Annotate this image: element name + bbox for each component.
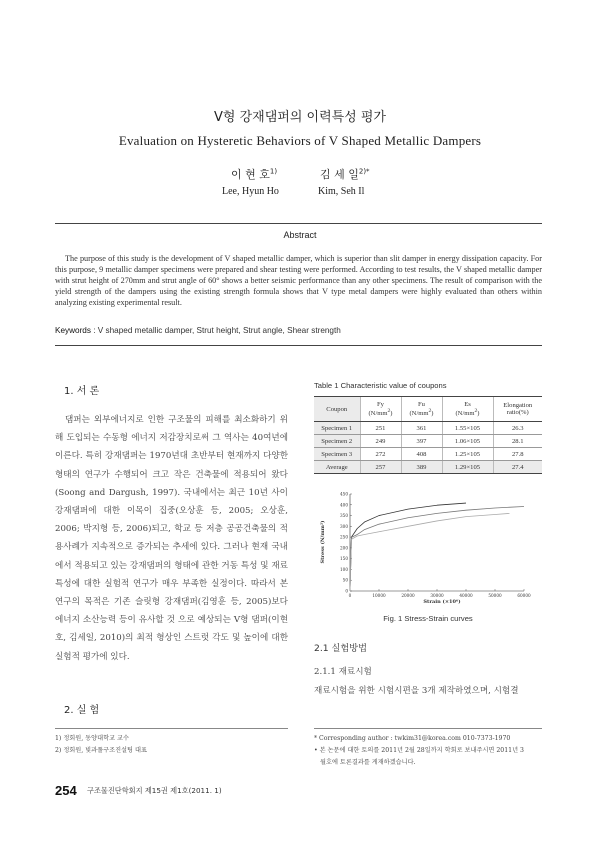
footnote-rule-left: [55, 728, 288, 729]
page-number: 254: [55, 783, 77, 798]
footnotes-right: [314, 733, 546, 769]
chart-y-tick-label: 400: [340, 502, 348, 508]
table-cell: 408: [401, 448, 442, 461]
abstract-bottom-rule: [55, 345, 542, 346]
chart-y-axis-label: Stress (N/mm²): [320, 520, 326, 564]
table-cell: 361: [401, 422, 442, 435]
table-header-cell: Es $(N/mm^2)$: [442, 397, 493, 422]
chart-y-tick-label: 350: [340, 513, 348, 519]
chart-x-tick-label: 40000: [459, 593, 473, 598]
chart-x-tick-label: 30000: [430, 593, 444, 598]
table-row: [314, 448, 542, 461]
table-cell: 27.8: [493, 448, 542, 461]
table-header-cell: Coupon: [314, 397, 360, 422]
paper-title-english: Evaluation on Hysteretic Behaviors of V Shaped Metallic Dampers: [118, 133, 482, 148]
abstract-text: The purpose of this study is the development of V shaped metallic damper, which is superior than slit damper in energy dissipation capacity. For this purpose, 9 metallic damper specimens were prepared and shear testing were performed. According to test results, the V shaped metallic damper with strut height of 270mm and strut angle of 60° shows a better seismic performance than any other specimens. The result of comparison with the yield strength of the dampers using the existing strength formula shows that V type metal dampers were highly evaluated than others within analyzing existing experimental result.: [55, 254, 542, 307]
table-cell: 28.1: [493, 435, 542, 448]
table-cell: 1.06×105: [442, 435, 493, 448]
table-row: [314, 422, 542, 435]
abstract-heading: Abstract: [283, 230, 317, 240]
table-cell: Specimen 3: [314, 448, 360, 461]
chart-y-tick-label: 300: [340, 523, 348, 529]
paper-title-korean: V형 강재댐퍼의 이력특성 평가: [214, 110, 386, 125]
author-2-english: Kim, Seh Il: [318, 186, 365, 197]
chart-series-line-2: [350, 507, 524, 592]
chart-y-tick-label: 100: [340, 566, 348, 572]
author-2-korean: 김 세 일$^{2)*}$: [320, 167, 370, 181]
table-cell: 272: [360, 448, 401, 461]
table-cell: 251: [360, 422, 401, 435]
table-header-cell: Fu $(N/mm^2)$: [401, 397, 442, 422]
coupon-table: [314, 396, 542, 474]
section-2-1-1-body: 재료시험을 위한 시험시편을 3개 제작하였으며, 시험결: [314, 686, 519, 696]
table-row: [314, 435, 542, 448]
table-cell: 1.25×105: [442, 448, 493, 461]
figure-caption: Fig. 1 Stress-Strain curves: [383, 614, 473, 623]
table-caption: Table 1 Characteristic value of coupons: [314, 381, 447, 390]
table-cell: 389: [401, 461, 442, 474]
footnote: • 본 논문에 대한 토의를 2011년 2월 28일까지 학회로 보내주시면 2011년 3: [314, 747, 524, 754]
section-2-1-1-heading: 2.1.1 재료시험: [314, 667, 372, 677]
chart-x-tick-label: 0: [348, 593, 352, 598]
table-cell: 1.55×105: [442, 422, 493, 435]
chart-y-tick-label: 450: [340, 491, 348, 497]
chart-x-tick-label: 50000: [488, 593, 502, 598]
footnote: 월호에 토론결과를 게재하겠습니다.: [320, 759, 416, 766]
table-header-cell: Fy $(N/mm^2)$: [360, 397, 401, 422]
chart-y-tick-label: 250: [340, 534, 348, 540]
table-cell: 397: [401, 435, 442, 448]
keywords: Keywords : V shaped metallic damper, Strut height, Strut angle, Shear strength: [55, 326, 341, 335]
footnote: * Corresponding author : twkim31@korea.com 010-7373-1970: [314, 735, 511, 742]
chart-x-tick-label: 60000: [517, 593, 531, 598]
chart-y-tick-label: 0: [345, 588, 348, 594]
chart-x-tick-label: 10000: [372, 593, 386, 598]
table-header-row: [314, 397, 542, 422]
stress-strain-chart: [318, 486, 534, 606]
journal-info: 구조물진단학회지 제15권 제1호(2011. 1): [87, 786, 222, 795]
chart-series-line-3: [350, 513, 510, 591]
table-row-average: [314, 461, 542, 474]
author-1-english: Lee, Hyun Ho: [222, 186, 279, 197]
chart-series-line-1: [350, 503, 466, 591]
table-cell: 26.3: [493, 422, 542, 435]
section-1-body: 댐퍼는 외부에너지로 인한 구조물의 피해를 최소화하기 위해 도입되는 수동형 에너지 저감장치로써 그 역사는 40여년에 이른다. 특히 강재댐퍼는 1970년대 초반부터 현재까지 다양한 형태의 연구가 수행되어 크고 작은 건축물에 적용되어 왔다(Soong and Dargush, 1997). 국내에서는 최근 10년 사이 강재댐퍼에 대한 이목이 집중(오상훈 등, 2005; 오상훈, 2006; 박지형 등, 2006)되고, 학교 등 저층 공공건축물의 적용사례가 지속적으로 증가되는 추세에 있다. 그러나 현재 국내에서 적용되고 있는 강재댐퍼의 형태에 관한 거동 특성 및 재료 특성에 대한 실험적 연구가 매우 부족한 실정이다. 따라서 본 연구의 목적은 기존 슬릿형 강재댐퍼(김영훈 등, 2005)보다 에너지 소산능력 등이 유사할 것 으로 예상되는 V형 댐퍼(이현호, 김세일, 2010)의 최적 형상인 스트럿 각도 및 높이에 대한 실험적 평가에 있다.: [55, 415, 288, 662]
chart-y-tick-label: 200: [340, 545, 348, 551]
section-2-1-heading: 2.1 실험방법: [314, 643, 368, 654]
footnote: 1) 정회원, 동양대학교 교수: [55, 735, 129, 742]
chart-y-tick-label: 50: [342, 577, 348, 583]
table-cell: 249: [360, 435, 401, 448]
table-cell: 27.4: [493, 461, 542, 474]
table-cell: 1.29×105: [442, 461, 493, 474]
section-1-heading: 1. 서 론: [64, 386, 100, 397]
chart-x-axis-label: Strain (×10⁶): [423, 599, 461, 605]
table-cell: Average: [314, 461, 360, 474]
table-header-cell: Elongation ratio(%): [493, 397, 542, 422]
table-cell: 257: [360, 461, 401, 474]
table-cell: Specimen 2: [314, 435, 360, 448]
footnote: 2) 정회원, 빛과풀구조진설팅 대표: [55, 747, 147, 754]
chart-y-tick-label: 150: [340, 556, 348, 562]
footnotes-left: [55, 733, 147, 757]
author-1-korean: 이 현 호$^{1)}$: [231, 167, 278, 181]
footnote-rule-right: [314, 728, 542, 729]
chart-x-tick-label: 20000: [401, 593, 415, 598]
abstract-top-rule: [55, 223, 542, 224]
table-cell: Specimen 1: [314, 422, 360, 435]
section-2-heading: 2. 실 험: [64, 705, 100, 716]
